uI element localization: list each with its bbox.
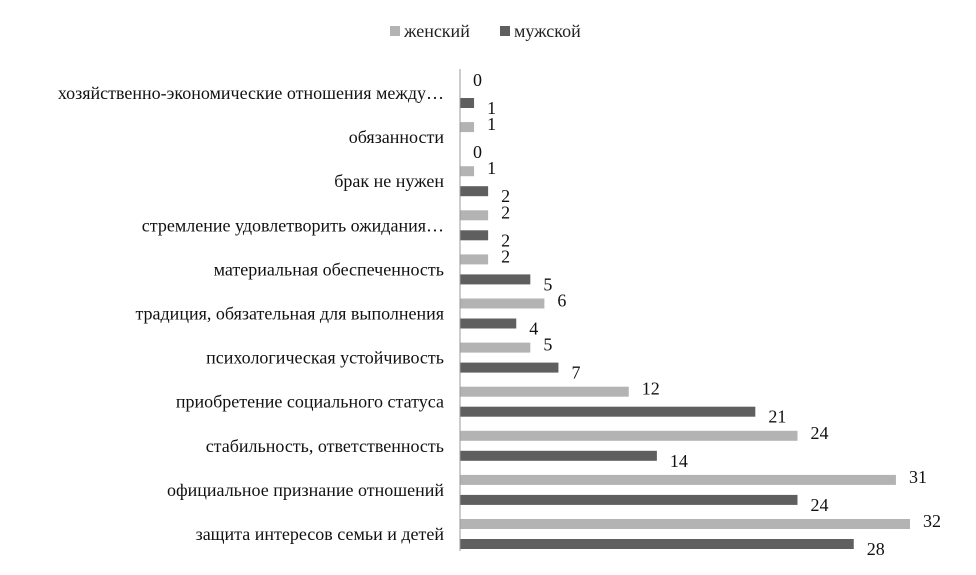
- legend-label-female: женский: [404, 21, 470, 41]
- category-labels: [58, 83, 445, 544]
- bar-male: [460, 186, 488, 196]
- bar-female: [460, 343, 530, 353]
- value-label-female: 6: [557, 290, 567, 311]
- category-label: хозяйственно-экономические отношения между…: [57, 83, 444, 103]
- bar-female: [460, 210, 488, 220]
- value-label-female: 2: [501, 202, 511, 223]
- value-label-female: 5: [543, 334, 553, 355]
- value-label-male: 2: [501, 186, 511, 207]
- bar-female: [460, 387, 629, 397]
- category-label: психологическая устойчивость: [206, 347, 444, 368]
- value-label-male: 7: [571, 362, 581, 383]
- value-label-male: 5: [543, 274, 553, 295]
- bar-male: [460, 407, 755, 417]
- bar-female: [460, 431, 798, 441]
- value-label-female: 0: [473, 70, 482, 90]
- value-label-male: 28: [866, 539, 885, 559]
- category-label: материальная обеспеченность: [213, 259, 444, 280]
- bar-male: [460, 539, 854, 549]
- value-label-male: 14: [669, 450, 688, 471]
- value-label-female: 32: [923, 511, 941, 531]
- category-label: приобретение социального статуса: [175, 391, 444, 412]
- value-label-male: 1: [487, 98, 497, 118]
- value-label-female: 2: [501, 246, 511, 267]
- bar-male: [460, 230, 488, 240]
- bar-male: [460, 451, 657, 461]
- category-label: обязанности: [348, 127, 444, 148]
- bar-female: [460, 519, 910, 529]
- bar-female: [460, 166, 474, 176]
- legend: [390, 21, 581, 41]
- bar-female: [460, 475, 896, 485]
- category-label: традиция, обязательная для выполнения: [135, 303, 444, 324]
- value-label-female: 1: [487, 114, 497, 135]
- value-label-female: 31: [908, 466, 927, 487]
- value-label-female: 24: [810, 422, 829, 443]
- bar-male: [460, 363, 558, 373]
- bar-male: [460, 495, 798, 505]
- category-label: стабильность, ответственность: [205, 435, 444, 456]
- legend-swatch-female: [390, 26, 400, 36]
- bar-female: [460, 254, 488, 264]
- category-label: защита интересов семьи и детей: [195, 524, 444, 544]
- value-label-female: 1: [487, 158, 497, 179]
- bar-female: [460, 299, 544, 309]
- category-label: брак не нужен: [334, 171, 444, 192]
- bar-male: [460, 98, 474, 108]
- bar-male: [460, 319, 516, 329]
- category-label: стремление удовлетворить ожидания…: [141, 215, 444, 236]
- value-label-male: 24: [810, 494, 829, 515]
- bar-male: [460, 274, 530, 284]
- value-label-female: 12: [641, 378, 660, 399]
- value-label-male: 0: [473, 142, 482, 163]
- bars: [460, 98, 910, 549]
- value-label-male: 4: [529, 318, 539, 339]
- value-label-male: 21: [768, 406, 787, 427]
- legend-swatch-male: [500, 26, 510, 36]
- category-label: официальное признание отношений: [166, 479, 444, 500]
- value-labels: [473, 70, 941, 559]
- value-label-male: 2: [501, 230, 511, 251]
- bar-female: [460, 122, 474, 132]
- legend-label-male: мужской: [514, 21, 581, 41]
